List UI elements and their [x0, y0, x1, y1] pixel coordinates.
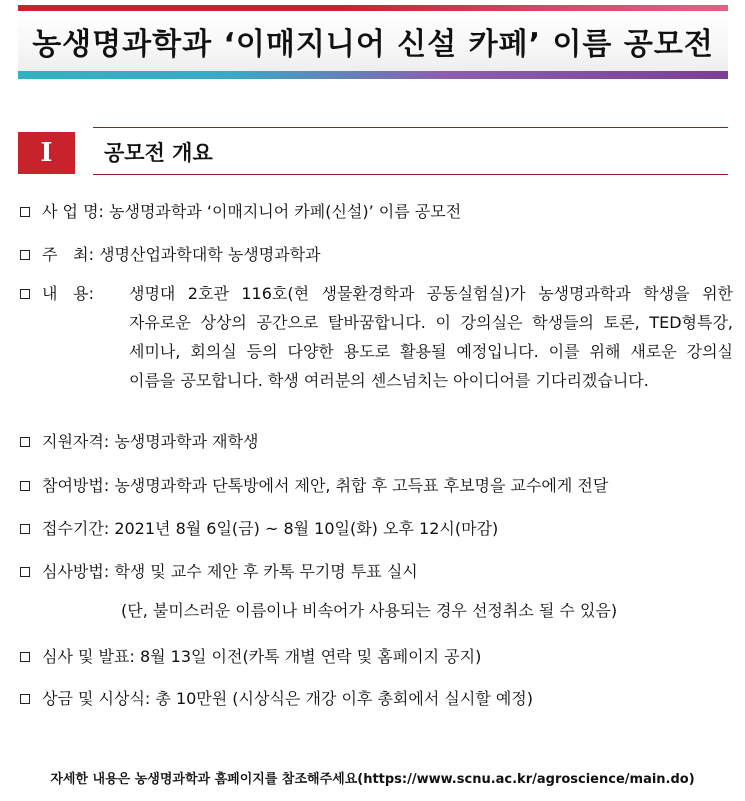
item-label: 심사방법: [42, 562, 110, 581]
list-item-prize [20, 684, 533, 713]
item-value: 생명산업과학대학 농생명과학과 [99, 245, 321, 264]
item-label: 참여방법: [42, 476, 110, 495]
item-label: 접수기간: [42, 519, 110, 538]
item-value: 농생명과학과 ‘이매지니어 카페(신설)’ 이름 공모전 [109, 202, 462, 221]
item-value: 2021년 8월 6일(금) ~ 8월 10일(화) 오후 12시(마감) [114, 519, 499, 538]
list-item-eligibility [20, 427, 259, 456]
section-divider-bottom [93, 174, 728, 175]
list-item-judging-method [20, 557, 418, 586]
list-item-organizer [20, 240, 321, 269]
checkbox-bullet-icon [20, 437, 30, 447]
item-label: 지원자격: [42, 432, 110, 451]
section-number-badge: I [18, 132, 75, 174]
item-label-spread [42, 279, 94, 308]
list-item-announcement [20, 642, 481, 671]
item-value: 농생명과학과 재학생 [114, 432, 259, 451]
list-item-project-name [20, 197, 461, 226]
item-value-paragraph: 생명대 2호관 116호(현 생물환경학과 공동실험실)가 농생명과학과 학생을 위한 자유로운 상상의 공간으로 탈바꿈합니다. 이 강의실은 학생들의 토론, TED형특강, 세미나, 회의실 등의 다양한 용도로 활용될 예정입니다. 이를 위해 새로운 강의실 이름을 공모합니다. 학생 여러분의 센스넘치는 아이디어를 기다리겠습니다. [129, 284, 733, 390]
title-banner [18, 5, 728, 79]
item-value: 총 10만원 (시상식은 개강 이후 총회에서 실시할 예정) [155, 689, 533, 708]
item-label-part: 용: [73, 284, 94, 303]
title-bar-bottom [18, 71, 728, 79]
item-value: 8월 13일 이전(카톡 개별 연락 및 홈페이지 공지) [139, 647, 482, 666]
judging-note: (단, 불미스러운 이름이나 비속어가 사용되는 경우 선정취소 될 수 있음) [121, 601, 618, 620]
list-item-participation [20, 471, 608, 500]
item-label: 상금 및 시상식: [42, 689, 151, 708]
section-divider-top [93, 127, 728, 128]
item-label-part: 주 [42, 245, 58, 264]
item-label: 사 업 명: [42, 202, 104, 221]
checkbox-bullet-icon [20, 481, 30, 491]
checkbox-bullet-icon [20, 250, 30, 260]
checkbox-bullet-icon [20, 289, 30, 299]
checkbox-bullet-icon [20, 207, 30, 217]
checkbox-bullet-icon [20, 694, 30, 704]
item-label-spread [42, 240, 94, 269]
item-label-part: 최: [73, 245, 94, 264]
checkbox-bullet-icon [20, 567, 30, 577]
footer-note: 자세한 내용은 농생명과학과 홈페이지를 참조해주세요(https://www.scnu.ac.kr/agroscience/main.do) [50, 772, 695, 787]
page-title: 농생명과학과 ‘이매지니어 신설 카페’ 이름 공모전 [32, 27, 714, 62]
item-value: 학생 및 교수 제안 후 카톡 무기명 투표 실시 [114, 562, 418, 581]
list-item-description [20, 279, 738, 390]
section-header [18, 127, 728, 175]
checkbox-bullet-icon [20, 652, 30, 662]
checkbox-bullet-icon [20, 524, 30, 534]
item-value: 농생명과학과 단톡방에서 제안, 취합 후 고득표 후보명을 교수에게 전달 [114, 476, 609, 495]
title-panel [18, 11, 728, 71]
item-label-part: 내 [42, 284, 58, 303]
section-title: 공모전 개요 [104, 141, 213, 165]
item-label: 심사 및 발표: [42, 647, 135, 666]
list-item-period [20, 514, 498, 543]
